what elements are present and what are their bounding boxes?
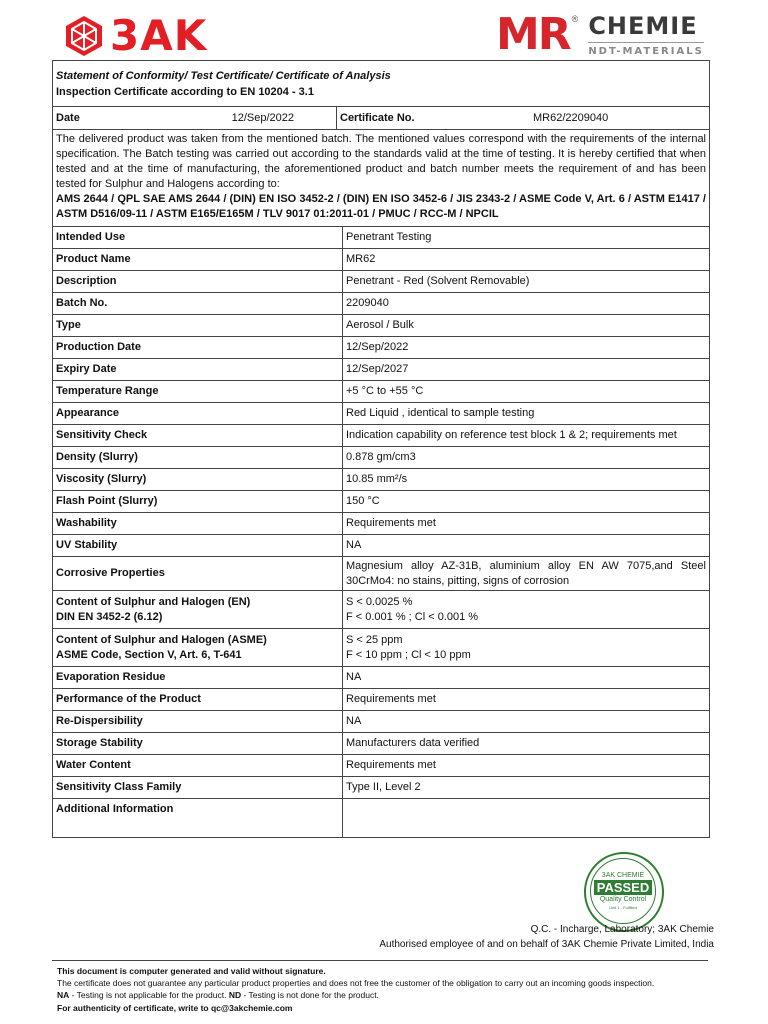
row-label <box>53 447 343 469</box>
row-value <box>343 403 710 425</box>
row-label-text: Sensitivity Check <box>56 429 148 441</box>
row-label <box>53 513 343 535</box>
chemie-logo-text: CHEMIE <box>588 12 698 40</box>
stamp-passed: PASSED <box>594 880 653 895</box>
cert-no-label: Certificate No. <box>340 111 415 124</box>
stamp-company: 3AK CHEMIE <box>601 872 645 879</box>
table-row <box>53 447 709 469</box>
row-value-text: 2209040 <box>346 297 389 309</box>
row-label-text: Production Date <box>56 341 141 353</box>
row-label-text: Storage Stability <box>56 737 143 749</box>
3ak-logo-text: 3AK <box>110 11 208 60</box>
row-value <box>343 711 710 733</box>
certificate-frame <box>52 60 710 838</box>
table-row <box>53 667 709 689</box>
row-value <box>343 271 710 293</box>
row-value-text: Requirements met <box>346 517 436 529</box>
mr-logo-mark: MR <box>496 9 570 60</box>
table-row <box>53 491 709 513</box>
row-label-text: Intended Use <box>56 231 126 243</box>
row-label-text: Performance of the Product <box>56 693 201 705</box>
row-label <box>53 689 343 711</box>
signature-line-2: Authorised employee of and on behalf of 3AK Chemie Private Limited, India <box>379 939 714 950</box>
row-label-text: Expiry Date <box>56 363 117 375</box>
footer-na-label: NA <box>57 990 70 1001</box>
row-value-text: 12/Sep/2022 <box>346 341 409 353</box>
row-value <box>343 591 710 629</box>
row-value-text: Manufacturers data verified <box>346 737 480 749</box>
table-row <box>53 271 709 293</box>
row-value-text: S < 25 ppm <box>346 633 403 646</box>
row-value-text: +5 °C to +55 °C <box>346 385 424 397</box>
row-label-text: Evaporation Residue <box>56 671 166 683</box>
cert-no-cell <box>337 107 710 130</box>
row-label <box>53 381 343 403</box>
row-value <box>343 799 710 837</box>
row-label <box>53 315 343 337</box>
footer-line-2: The certificate does not guarantee any particular product properties and does not free the customer of the obligation to carry out an incoming goods inspection. <box>57 978 655 989</box>
table-row <box>53 755 709 777</box>
certificate-header <box>53 61 709 106</box>
row-value <box>343 491 710 513</box>
row-value <box>343 425 710 447</box>
row-value <box>343 755 710 777</box>
row-label-text: Description <box>56 275 117 287</box>
row-label <box>53 755 343 777</box>
table-row <box>53 711 709 733</box>
row-value <box>343 469 710 491</box>
row-label <box>53 777 343 799</box>
row-label <box>53 271 343 293</box>
row-value-text: 0.878 gm/cm3 <box>346 451 416 463</box>
intro-paragraph <box>53 129 709 226</box>
row-label-text: Corrosive Properties <box>56 567 165 579</box>
footer-line-1: This document is computer generated and valid without signature. <box>57 966 326 976</box>
table-row <box>53 381 709 403</box>
ndt-materials-tagline: NDT-MATERIALS <box>588 42 703 57</box>
row-label <box>53 535 343 557</box>
table-row <box>53 337 709 359</box>
row-value <box>343 667 710 689</box>
certificate-subtitle: Inspection Certificate according to EN 10204 - 3.1 <box>56 86 314 98</box>
table-row <box>53 359 709 381</box>
row-value-text: Requirements met <box>346 759 436 771</box>
row-value-text: Magnesium alloy AZ-31B, aluminium alloy EN AW 7075,and Steel 30CrMo4: no stains, pitting, signs of corrosion <box>346 559 706 587</box>
stamp-tiny: Unit 1 - Fulfilled <box>609 905 637 910</box>
footer-line-4: For authenticity of certificate, write to qc@3akchemie.com <box>57 1002 293 1013</box>
row-label <box>53 403 343 425</box>
row-label <box>53 337 343 359</box>
row-value <box>343 293 710 315</box>
stamp-qc: Quality Control <box>599 896 647 903</box>
row-value <box>343 447 710 469</box>
mr-chemie-logo <box>496 9 704 60</box>
row-label <box>53 359 343 381</box>
row-value-text: Indication capability on reference test block 1 & 2; requirements met <box>346 429 677 441</box>
date-label: Date <box>56 111 80 124</box>
row-value-text: 10.85 mm²/s <box>346 473 408 485</box>
footer-divider <box>52 960 708 961</box>
row-value-text: NA <box>346 715 362 727</box>
row-label-text: Additional Information <box>56 803 174 815</box>
row-value <box>343 249 710 271</box>
table-row <box>53 733 709 755</box>
table-row <box>53 469 709 491</box>
row-label <box>53 667 343 689</box>
row-label-text: Sensitivity Class Family <box>56 781 182 793</box>
footer-line-3 <box>57 989 717 1001</box>
row-label-text: Content of Sulphur and Halogen (EN) <box>56 595 251 608</box>
row-value-text-2: F < 10 ppm ; Cl < 10 ppm <box>346 648 471 661</box>
row-label-text: UV Stability <box>56 539 118 551</box>
row-label <box>53 591 343 629</box>
row-label-text: Temperature Range <box>56 385 159 397</box>
table-row <box>53 513 709 535</box>
row-value-text: Penetrant Testing <box>346 231 432 243</box>
row-value <box>343 337 710 359</box>
row-value-text: Penetrant - Red (Solvent Removable) <box>346 275 530 287</box>
date-value: 12/Sep/2022 <box>231 111 294 124</box>
table-row <box>53 629 709 667</box>
row-value <box>343 513 710 535</box>
row-label-text: Washability <box>56 517 117 529</box>
standards-list: AMS 2644 / QPL SAE AMS 2644 / (DIN) EN ISO 3452-2 / (DIN) EN ISO 3452-6 / JIS 2343-2 / ASME Code V, Art. 6 / ASTM E1417 / ASTM D516/09-11 / ASTM E165/E165M / TLV 9017 01:2011-01 / PMUC / RCC-M / NPCIL <box>56 193 706 220</box>
row-value-text: Red Liquid , identical to sample testing <box>346 407 535 419</box>
row-label-text: Appearance <box>56 407 119 419</box>
row-label-text-2: DIN EN 3452-2 (6.12) <box>56 610 163 623</box>
footer <box>57 965 717 1014</box>
row-label-text: Content of Sulphur and Halogen (ASME) <box>56 633 267 646</box>
3ak-hex-icon <box>62 14 106 58</box>
table-row <box>53 777 709 799</box>
row-label-text: Product Name <box>56 253 131 265</box>
row-value-text: Requirements met <box>346 693 436 705</box>
table-row <box>53 403 709 425</box>
row-label <box>53 293 343 315</box>
row-label-text: Flash Point (Slurry) <box>56 495 158 507</box>
row-label-text: Water Content <box>56 759 131 771</box>
row-label <box>53 249 343 271</box>
row-label <box>53 227 343 249</box>
row-label <box>53 469 343 491</box>
row-label <box>53 557 343 591</box>
registered-mark: ® <box>571 14 579 24</box>
row-value-text: NA <box>346 671 362 683</box>
3ak-logo <box>62 11 208 60</box>
date-cell <box>53 107 337 130</box>
row-value-text: NA <box>346 539 362 551</box>
meta-row <box>53 107 709 130</box>
intro-text: The delivered product was taken from the mentioned batch. The mentioned values correspond with the requirements of the internal specification. The Batch testing was carried out according to the standards valid at the time of testing. It is hereby certified that when tested and at the time of manufacturing, the aforementioned product and batch number meets the requirement of and has been tested for Sulphur and Halogens according to: <box>56 133 706 190</box>
table-row <box>53 249 709 271</box>
row-label <box>53 629 343 667</box>
row-label-text: Re-Dispersibility <box>56 715 143 727</box>
row-label-text-2: ASME Code, Section V, Art. 6, T-641 <box>56 648 242 661</box>
row-label-text: Type <box>56 319 81 331</box>
footer-nd-text: - Testing is not done for the product. <box>241 990 379 1001</box>
row-value <box>343 227 710 249</box>
row-value <box>343 535 710 557</box>
row-value <box>343 733 710 755</box>
row-value-text: 12/Sep/2027 <box>346 363 409 375</box>
row-value-text-2: F < 0.001 % ; Cl < 0.001 % <box>346 610 479 623</box>
row-value <box>343 557 710 591</box>
footer-nd-label: ND <box>228 990 242 1001</box>
table-row <box>53 591 709 629</box>
row-value <box>343 381 710 403</box>
row-label-text: Batch No. <box>56 297 108 309</box>
row-label <box>53 799 343 837</box>
row-value-text: S < 0.0025 % <box>346 595 413 608</box>
table-row <box>53 293 709 315</box>
table-row <box>53 689 709 711</box>
table-row <box>53 227 709 249</box>
row-label <box>53 491 343 513</box>
row-label-text: Density (Slurry) <box>56 451 138 463</box>
row-value-text: Type II, Level 2 <box>346 781 421 793</box>
specification-table <box>53 226 709 837</box>
table-row <box>53 557 709 591</box>
row-label <box>53 711 343 733</box>
row-label-text: Viscosity (Slurry) <box>56 473 147 485</box>
table-row <box>53 425 709 447</box>
row-label <box>53 425 343 447</box>
meta-table <box>53 106 709 129</box>
row-value <box>343 629 710 667</box>
table-row <box>53 799 709 837</box>
signature-line-1: Q.C. - Incharge, Laboratory; 3AK Chemie <box>530 924 714 935</box>
row-value <box>343 359 710 381</box>
certificate-title: Statement of Conformity/ Test Certificate/ Certificate of Analysis <box>56 70 391 82</box>
row-value <box>343 689 710 711</box>
table-row <box>53 315 709 337</box>
cert-no-value: MR62/2209040 <box>533 111 609 124</box>
row-value-text: Aerosol / Bulk <box>346 319 414 331</box>
table-row <box>53 535 709 557</box>
footer-na-text: - Testing is not applicable for the product. <box>69 990 229 1001</box>
row-value-text: 150 °C <box>346 495 380 507</box>
row-value <box>343 315 710 337</box>
row-label <box>53 733 343 755</box>
row-value-text: MR62 <box>346 253 376 265</box>
row-value <box>343 777 710 799</box>
passed-qc-stamp <box>584 852 664 932</box>
